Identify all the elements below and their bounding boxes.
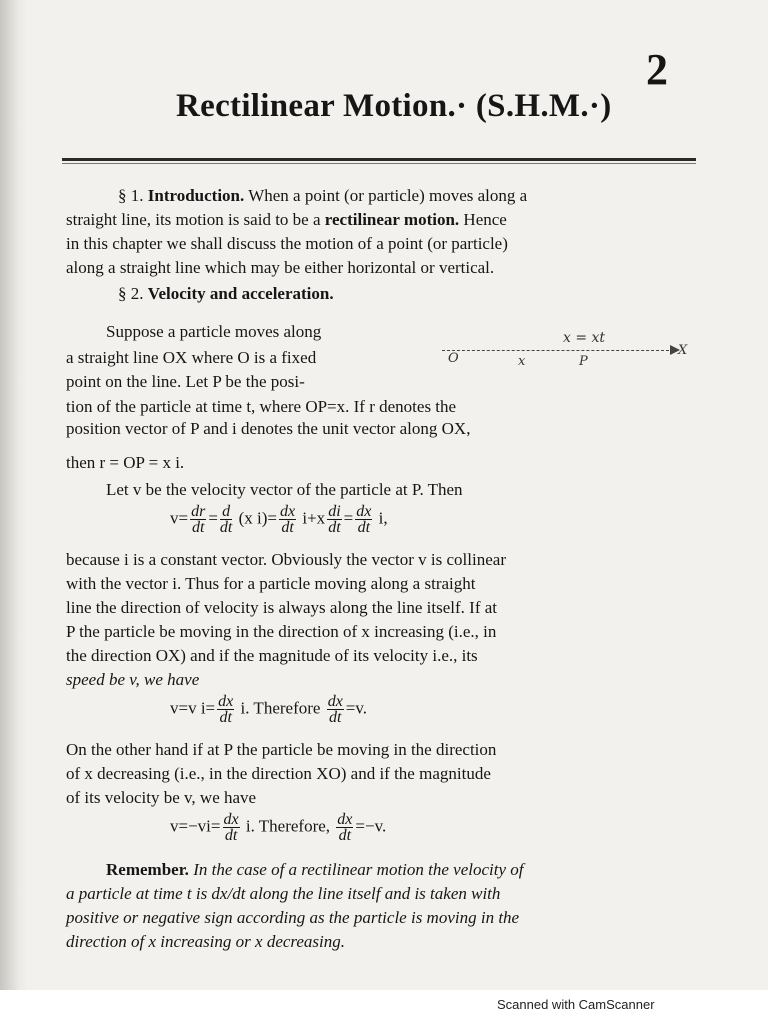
chapter-number: 2	[646, 45, 668, 94]
p5-line3: of its velocity be v, we have	[66, 788, 257, 807]
equation-1	[170, 504, 388, 535]
eq1-f3-num: dx	[280, 503, 296, 520]
s2-marker: § 2.	[118, 284, 144, 303]
figure-label-p: P	[579, 354, 588, 369]
eq1-end: i,	[378, 508, 388, 528]
eq2-f1-num: dx	[218, 693, 234, 710]
eq2-lhs: v=v i=	[170, 698, 216, 718]
eq2-frac-1	[217, 694, 234, 725]
eq3-f2-den: dt	[338, 827, 352, 844]
eq1-f2-num: d	[220, 504, 232, 520]
p2-line1: Suppose a particle moves along	[106, 322, 322, 341]
eq3-frac-2	[336, 812, 353, 843]
eq1-f1-den: dt	[191, 519, 205, 536]
figure-label-o: O	[448, 351, 459, 366]
p2-line5: position vector of P and i denotes the unit vector along OX,	[66, 419, 471, 438]
p4-line5: the direction OX) and if the magnitude of its velocity i.e., its	[66, 646, 478, 665]
p3-line1: Let v be the velocity vector of the particle at P. Then	[106, 480, 463, 499]
eq1-f3-den: dt	[281, 519, 294, 536]
s1-line4: along a straight line which may be either horizontal or vertical.	[66, 258, 495, 277]
eq2-end: =v.	[345, 698, 368, 718]
s1-line2-bold: rectilinear motion.	[324, 210, 460, 229]
p2-line3: point on the line. Let P be the posi-	[66, 372, 305, 391]
p5-line1: On the other hand if at P the particle be moving in the direction	[66, 740, 497, 759]
eq1-frac-5	[355, 504, 372, 535]
figure-label-x: x	[518, 354, 526, 369]
s2-heading-line	[118, 284, 334, 304]
eq1-f2-den: dt	[219, 519, 233, 536]
s2-heading: Velocity and acceleration.	[147, 284, 334, 303]
figure-label-x-axis: X	[678, 343, 688, 358]
p4-line6: speed be v, we have	[66, 670, 200, 689]
eq2-f1-den: dt	[219, 709, 232, 726]
eq1-frac-2	[220, 504, 232, 535]
eq1-eq-b: =	[343, 508, 354, 528]
remember-line1-text: In the case of a rectilinear motion the velocity of	[193, 860, 524, 879]
eq2-f2-den: dt	[329, 709, 342, 726]
eq2-frac-2	[327, 694, 344, 725]
s1-heading: Introduction.	[147, 186, 245, 205]
figure-annotation: x = xt	[563, 330, 606, 346]
remember-line2: a particle at time t is dx/dt along the line itself and is taken with	[66, 884, 501, 903]
eq3-f1-den: dt	[224, 827, 238, 844]
p5-line2: of x decreasing (i.e., in the direction XO) and if the magnitude	[66, 764, 491, 783]
eq3-lhs: v=−vi=	[170, 816, 221, 836]
chapter-title: Rectilinear Motion.· (S.H.M.·)	[176, 88, 612, 124]
remember-line3: positive or negative sign according as the particle is moving in the	[66, 908, 520, 927]
eq3-mid: i. Therefore,	[245, 816, 331, 836]
p4-line1: because i is a constant vector. Obviously the vector v is collinear	[66, 550, 506, 569]
equation-3	[170, 812, 386, 843]
p2-line6: then r = OP = x i.	[66, 453, 185, 472]
eq3-frac-1	[223, 812, 240, 843]
s1-line2-pre: straight line, its motion is said to be a	[66, 210, 321, 229]
remember-line1	[106, 860, 524, 880]
p4-line4: P the particle be moving in the direction of x increasing (i.e., in	[66, 622, 497, 641]
eq3-end: =−v.	[355, 816, 387, 836]
s1-marker: § 1.	[118, 186, 144, 205]
remember-label: Remember.	[106, 860, 189, 879]
eq1-f5-num: dx	[356, 503, 372, 520]
s1-line3: in this chapter we shall discuss the motion of a point (or particle)	[66, 234, 508, 253]
remember-line4: direction of x increasing or x decreasing.	[66, 932, 346, 951]
eq1-mid2: i+x	[302, 508, 326, 528]
eq1-mid: (x i)=	[238, 508, 278, 528]
p2-line2: a straight line OX where O is a fixed	[66, 348, 317, 367]
eq1-frac-4	[327, 504, 341, 535]
eq3-f1-num: dx	[223, 811, 239, 828]
eq1-f5-den: dt	[357, 519, 371, 536]
scanner-watermark: Scanned with CamScanner	[497, 997, 655, 1012]
page-edge-shadow	[0, 0, 28, 1024]
eq1-lhs: v=	[170, 508, 189, 528]
title-rule-thin	[62, 163, 696, 164]
p4-line2: with the vector i. Thus for a particle moving along a straight	[66, 574, 476, 593]
equation-2	[170, 694, 367, 725]
p4-line3: line the direction of velocity is always along the line itself. If at	[66, 598, 498, 617]
eq1-f4-num: di	[328, 503, 341, 520]
title-rule	[62, 158, 696, 161]
s1-line1	[118, 186, 527, 206]
eq3-f2-num: dx	[337, 811, 353, 828]
s1-line2-post: Hence	[463, 210, 507, 229]
eq1-frac-3	[279, 504, 296, 535]
p2-line4: tion of the particle at time t, where OP=x. If r denotes the	[66, 397, 457, 416]
s1-line1-text: When a point (or particle) moves along a	[248, 186, 528, 205]
eq1-f1-num: dr	[191, 503, 206, 520]
eq1-eq-a: =	[208, 508, 218, 528]
eq2-f2-num: dx	[327, 693, 343, 710]
eq2-mid: i. Therefore	[240, 698, 321, 718]
eq1-f4-den: dt	[328, 519, 341, 536]
axis-line	[442, 350, 674, 351]
s1-line2	[66, 210, 507, 230]
eq1-frac-1	[190, 504, 206, 535]
